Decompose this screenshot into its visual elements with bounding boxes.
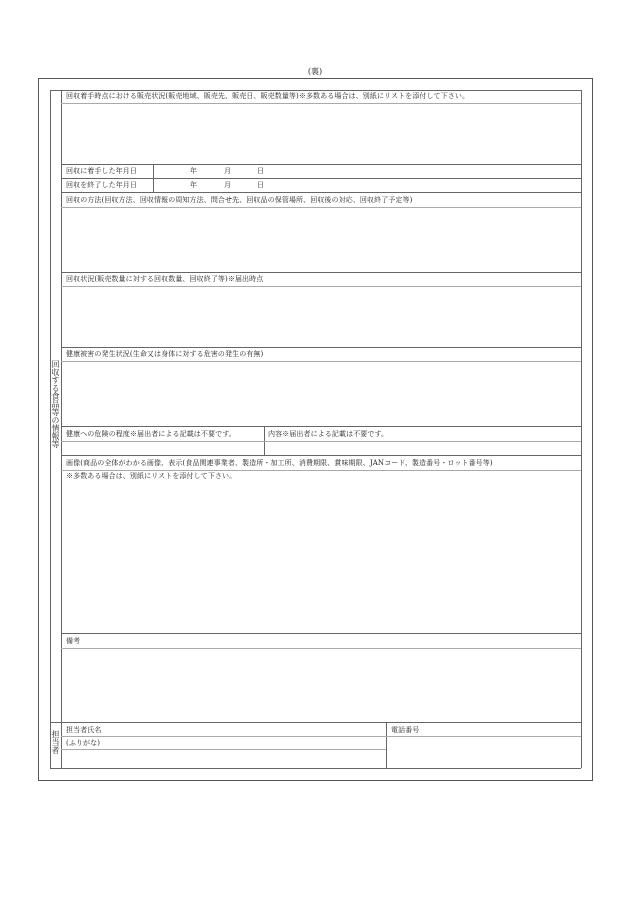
contact-furigana-label: (ふりがな) — [66, 739, 101, 747]
sales-status-label: 回収着手時点における販売状況(販売地域、販売先、販売日、販売数量等)※多数ある場合は、別紙にリストを添付して下さい。 — [66, 92, 470, 100]
end-date-bottom-line — [61, 192, 581, 193]
recall-info-side-label: 回収する食品等の情報等 — [51, 360, 60, 448]
end-date-month: 月 — [224, 181, 232, 189]
method-field[interactable] — [62, 208, 580, 271]
risk-level-bottom-line — [61, 455, 581, 456]
content-field[interactable] — [265, 442, 580, 454]
remarks-label: 備考 — [66, 637, 81, 645]
person-block-top-line — [50, 722, 581, 723]
images-field[interactable] — [62, 483, 580, 632]
content-label: 内容※届出者による記載は不要です。 — [268, 430, 389, 438]
images-label: 画像(商品の全体がわかる画像、表示(食品関連事業者、製造所・加工所、消費期限、賞味期限、JANコード、製造番号・ロット番号等) — [66, 459, 493, 467]
start-date-month: 月 — [224, 167, 232, 175]
health-damage-label: 健康被害の発生状況(生命又は身体に対する危害の発生の有無) — [66, 350, 264, 358]
recall-status-field[interactable] — [62, 287, 580, 346]
recall-status-label: 回収状況(販売数量に対する回収数量、回収終了等)※届出時点 — [66, 275, 264, 283]
end-date-field[interactable] — [154, 179, 580, 192]
end-date-year: 年 — [190, 181, 198, 189]
page-mark: (裏) — [307, 67, 323, 76]
inner-top-line — [50, 90, 581, 91]
risk-level-field[interactable] — [62, 442, 263, 454]
sales-status-field[interactable] — [62, 104, 580, 163]
recall-status-bottom-line — [61, 347, 581, 348]
method-bottom-line — [61, 272, 581, 273]
start-date-year: 年 — [190, 167, 198, 175]
person-in-charge-side-label: 担当者 — [51, 730, 60, 754]
images-underline — [61, 470, 581, 471]
end-date-day: 日 — [257, 181, 265, 189]
images-note: ※多数ある場合は、別紙にリストを添付して下さい。 — [66, 472, 237, 480]
contact-phone-label: 電話番号 — [391, 726, 420, 734]
contact-name-field[interactable] — [62, 750, 385, 767]
images-bottom-line — [61, 633, 581, 634]
inner-right-line — [581, 90, 582, 768]
start-date-field[interactable] — [154, 165, 580, 178]
start-date-label: 回収に着手した年月日 — [66, 167, 137, 175]
remarks-field[interactable] — [62, 649, 580, 721]
health-damage-field[interactable] — [62, 362, 580, 425]
start-date-day: 日 — [257, 167, 265, 175]
health-damage-bottom-line — [61, 426, 581, 427]
contact-furigana-field[interactable] — [110, 737, 385, 748]
inner-bottom-line — [50, 768, 581, 769]
method-label: 回収の方法(回収方法、回収情報の周知方法、問合せ先、回収品の保管場所、回収後の対応、回収終了予定等) — [66, 196, 413, 204]
contact-phone-field[interactable] — [387, 737, 580, 767]
contact-name-label: 担当者氏名 — [66, 726, 102, 734]
end-date-label: 回収を終了した年月日 — [66, 181, 137, 189]
risk-level-label: 健康への危険の程度※届出者による記載は不要です。 — [66, 430, 236, 438]
